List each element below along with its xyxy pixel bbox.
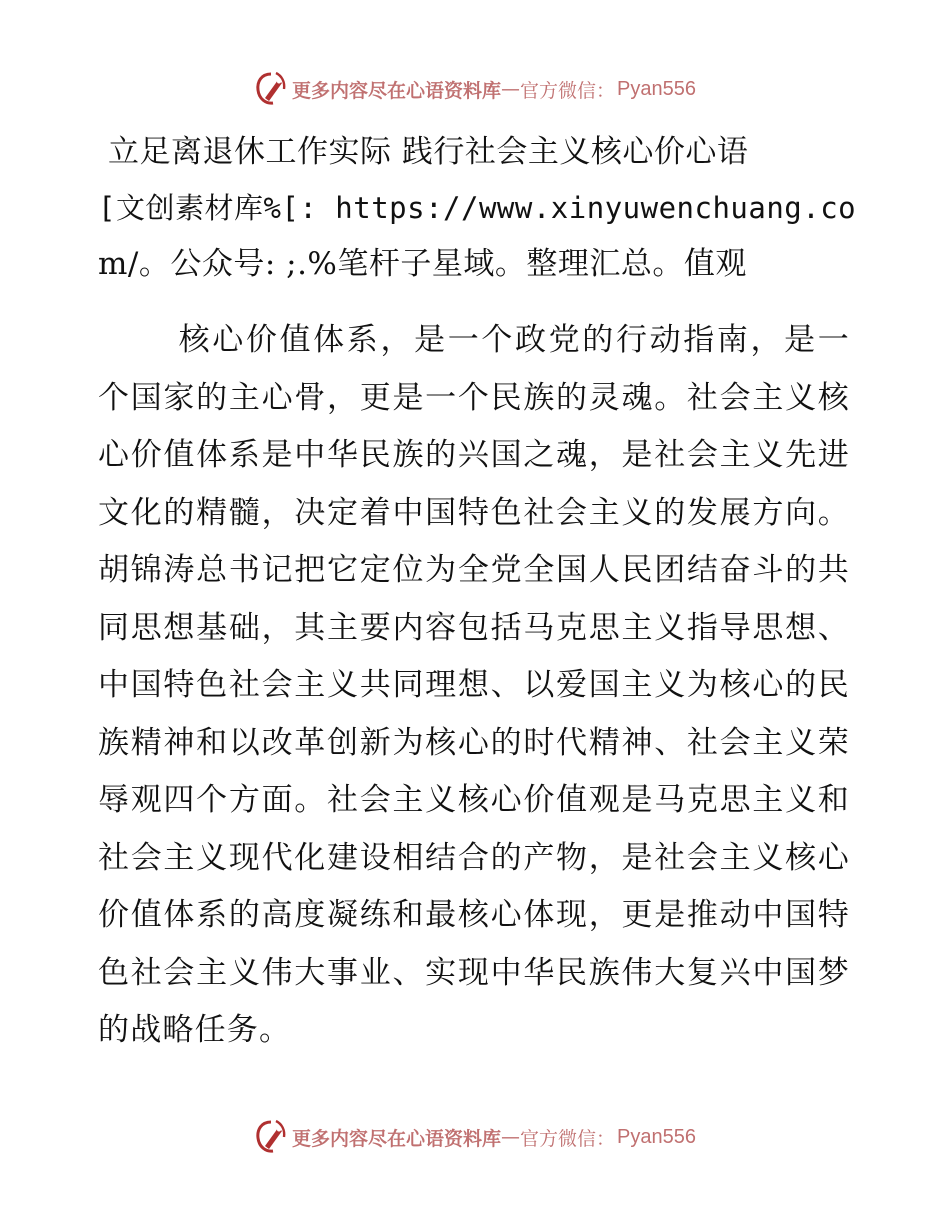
pen-logo-icon bbox=[254, 1118, 288, 1156]
header-watermark-banner bbox=[0, 70, 950, 108]
footer-watermark-banner bbox=[0, 1118, 950, 1156]
banner-wechat-id: Pyan556 bbox=[617, 1125, 696, 1148]
banner-text: 更多内容尽在心语资料库 bbox=[292, 1127, 502, 1150]
banner-wechat-id: Pyan556 bbox=[617, 77, 696, 100]
title-line-3: m/。公众号: ;.%笔杆子星域。整理汇总。值观 bbox=[98, 246, 747, 282]
pen-logo-icon bbox=[254, 70, 288, 108]
title-line-2: [文创素材库%[: https://www.xinyuwenchuang.co bbox=[98, 191, 857, 225]
banner-text: 更多内容尽在心语资料库 bbox=[292, 79, 502, 102]
body-paragraph: 核心价值体系，是一个政党的行动指南，是一个国家的主心骨，更是一个民族的灵魂。社会主义核心价值体系是中华民族的兴国之魂，是社会主义先进文化的精髓，决定着中国特色社会主义的发展方向。胡锦涛总书记把它定位为全党全国人民团结奋斗的共同思想基础，其主要内容包括马克思主义指导思想、中国特色社会主义共同理想、以爱国主义为核心的民族精神和以改革创新为核心的时代精神、社会主义荣辱观四个方面。社会主义核心价值观是马克思主义和社会主义现代化建设相结合的产物，是社会主义核心价值体系的高度凝练和最核心体现，更是推动中国特色社会主义伟大事业、实现中华民族伟大复兴中国梦的战略任务。 bbox=[98, 322, 850, 1048]
banner-separator: — bbox=[501, 78, 521, 100]
banner-separator: — bbox=[501, 1126, 521, 1148]
document-title bbox=[98, 124, 858, 292]
title-line-1: 立足离退休工作实际 践行社会主义核心价心语 bbox=[108, 134, 749, 170]
banner-wechat-label: 官方微信： bbox=[520, 79, 616, 102]
banner-wechat-label: 官方微信： bbox=[520, 1127, 616, 1150]
